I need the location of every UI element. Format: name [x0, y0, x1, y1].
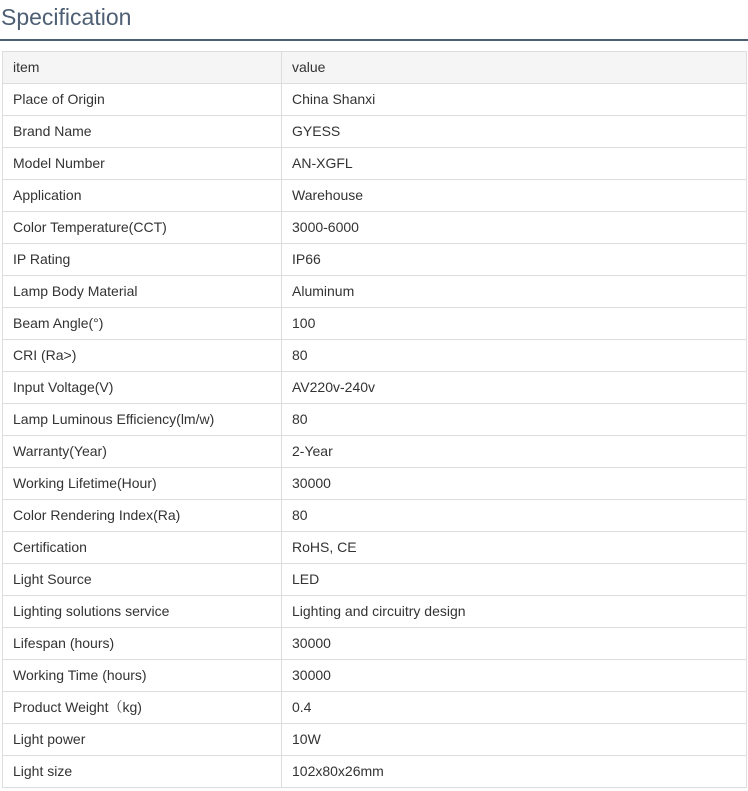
spec-item-cell: Place of Origin — [3, 84, 282, 116]
table-row — [3, 564, 747, 596]
table-row — [3, 724, 747, 756]
spec-item-cell: Product Weight（kg) — [3, 692, 282, 724]
table-row — [3, 116, 747, 148]
table-row — [3, 276, 747, 308]
spec-item-cell: Brand Name — [3, 116, 282, 148]
table-row — [3, 500, 747, 532]
spec-item-cell: Lamp Luminous Efficiency(lm/w) — [3, 404, 282, 436]
spec-item-cell: Beam Angle(°) — [3, 308, 282, 340]
spec-item-cell: Application — [3, 180, 282, 212]
spec-value-cell: 10W — [282, 724, 747, 756]
spec-value-cell: LED — [282, 564, 747, 596]
table-row — [3, 596, 747, 628]
table-row — [3, 468, 747, 500]
table-row — [3, 340, 747, 372]
spec-value-cell: 30000 — [282, 660, 747, 692]
table-row — [3, 532, 747, 564]
spec-value-cell: 100 — [282, 308, 747, 340]
spec-value-cell: 2-Year — [282, 436, 747, 468]
spec-value-cell: AN-XGFL — [282, 148, 747, 180]
table-row — [3, 660, 747, 692]
table-row — [3, 244, 747, 276]
table-row — [3, 436, 747, 468]
spec-value-cell: IP66 — [282, 244, 747, 276]
spec-value-cell: Lighting and circuitry design — [282, 596, 747, 628]
table-row — [3, 628, 747, 660]
spec-value-cell: 30000 — [282, 628, 747, 660]
spec-item-cell: Working Time (hours) — [3, 660, 282, 692]
spec-item-cell: Certification — [3, 532, 282, 564]
spec-item-cell: Lamp Body Material — [3, 276, 282, 308]
spec-item-cell: Model Number — [3, 148, 282, 180]
specification-table-body — [3, 52, 747, 788]
spec-value-cell: AV220v-240v — [282, 372, 747, 404]
spec-item-cell: Light power — [3, 724, 282, 756]
spec-value-cell: 80 — [282, 500, 747, 532]
spec-item-cell: Light Source — [3, 564, 282, 596]
spec-item-cell: Working Lifetime(Hour) — [3, 468, 282, 500]
spec-value-cell: 80 — [282, 404, 747, 436]
table-row — [3, 372, 747, 404]
specification-table — [2, 51, 747, 788]
spec-item-cell: Color Temperature(CCT) — [3, 212, 282, 244]
page-title: Specification — [1, 4, 132, 30]
spec-value-cell: 3000-6000 — [282, 212, 747, 244]
spec-item-cell: IP Rating — [3, 244, 282, 276]
spec-item-cell: Input Voltage(V) — [3, 372, 282, 404]
spec-value-cell: 30000 — [282, 468, 747, 500]
table-row — [3, 84, 747, 116]
spec-value-cell: 102x80x26mm — [282, 756, 747, 788]
spec-value-cell: RoHS, CE — [282, 532, 747, 564]
column-header-item: item — [3, 52, 282, 84]
spec-item-cell: Lifespan (hours) — [3, 628, 282, 660]
specification-header — [0, 0, 748, 41]
spec-value-cell: 80 — [282, 340, 747, 372]
table-row — [3, 212, 747, 244]
spec-value-cell: GYESS — [282, 116, 747, 148]
spec-value-cell: Aluminum — [282, 276, 747, 308]
spec-item-cell: Color Rendering Index(Ra) — [3, 500, 282, 532]
spec-item-cell: Lighting solutions service — [3, 596, 282, 628]
table-row — [3, 308, 747, 340]
table-row — [3, 148, 747, 180]
spec-item-cell: Light size — [3, 756, 282, 788]
spec-value-cell: Warehouse — [282, 180, 747, 212]
table-header-row — [3, 52, 747, 84]
table-row — [3, 756, 747, 788]
table-row — [3, 404, 747, 436]
spec-value-cell: 0.4 — [282, 692, 747, 724]
column-header-value: value — [282, 52, 747, 84]
table-row — [3, 692, 747, 724]
spec-item-cell: Warranty(Year) — [3, 436, 282, 468]
spec-value-cell: China Shanxi — [282, 84, 747, 116]
spec-item-cell: CRI (Ra>) — [3, 340, 282, 372]
table-row — [3, 180, 747, 212]
